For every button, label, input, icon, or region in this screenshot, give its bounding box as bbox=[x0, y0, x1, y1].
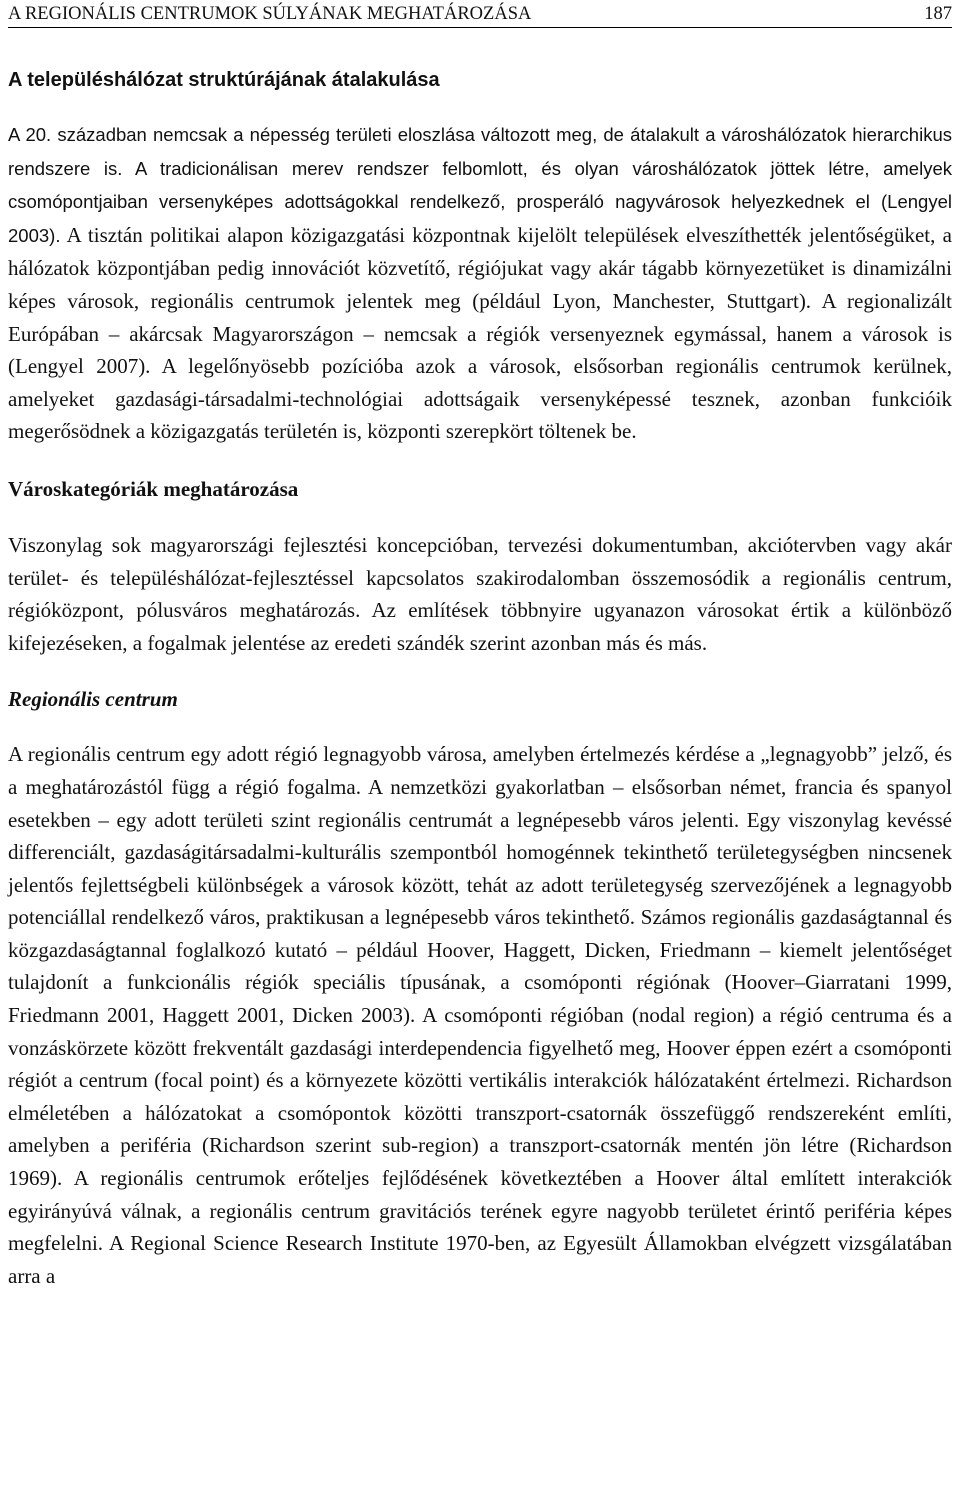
page-number: 187 bbox=[924, 4, 952, 24]
section-heading-settlement-network: A településhálózat struktúrájának átalakulása bbox=[8, 69, 440, 91]
running-header-title: A REGIONÁLIS CENTRUMOK SÚLYÁNAK MEGHATÁROZÁSA bbox=[8, 4, 532, 24]
document-page bbox=[8, 0, 952, 1292]
paragraph-sans-run: A 20. században nemcsak a népesség területi eloszlása változott meg, de átalakult a városhálózatok hierarchikus rendszere is. A tradicionálisan merev rendszer felbomlott, és olyan városhálózatok jöttek létre, amelyek csomópontjaiban versenyképes adottságokkal rendelkező, prosperáló nagyvárosok helyezkednek el (Lengyel 2003). bbox=[8, 124, 952, 246]
paragraph-serif-run: A tisztán politikai alapon közigazgatási központnak kijelölt települések elveszíthették jelentőségüket, a hálózatok központjában pedig innovációt közvetítő, régiójukat vagy akár tágabb környezetüket is dinamizálni képes városok, regionális centrumok jelentek meg (például Lyon, Manchester, Stuttgart). A regionalizált Európában – akárcsak Magyarországon – nemcsak a régiók versenyeznek egymással, hanem a városok is (Lengyel 2007). A legelőnyösebb pozícióba azok a városok, elsősorban regionális centrumok kerülnek, amelyeket gazdasági-társadalmi-technológiai adottságaik versenyképessé tesznek, azonban funkcióik megerősödnek a közigazgatás területén is, központi szerepkört töltenek be. bbox=[8, 222, 952, 444]
paragraph-city-categories: Viszonylag sok magyarországi fejlesztési koncepcióban, tervezési dokumentumban, akciótervben vagy akár terület- és településhálózat-fejlesztéssel kapcsolatos szakirodalomban összemosódik a regionális centrum, régióközpont, pólusváros meghatározás. Az említések többnyire ugyanazon városokat értik a különböző kifejezéseken, a fogalmak jelentése az eredeti szándék szerint azonban más és más. bbox=[8, 532, 952, 655]
running-header bbox=[8, 0, 952, 28]
subsection-heading-regional-centre: Regionális centrum bbox=[8, 687, 178, 712]
paragraph-regional-centre: A regionális centrum egy adott régió legnagyobb városa, amelyben értelmezés kérdése a „legnagyobb” jelző, és a meghatározástól függ a régió fogalma. A nemzetközi gyakorlatban – elsősorban német, francia és spanyol esetekben – egy adott területi szint regionális centrumát a legnépesebb város jelenti. Egy viszonylag kevéssé differenciált, gazdaságitársadalmi-kulturális szempontból homogénnek tekinthető területegységben nincsenek jelentős fejlettségbeli különbségek a városok között, tehát az adott területegység szervezőjének a legnagyobb potenciállal rendelkező város, praktikusan a legnépesebb város tekinthető. Számos regionális gazdaságtannal és közgazdaságtannal foglalkozó kutató – például Hoover, Haggett, Dicken, Friedmann – kiemelt jelentőséget tulajdonít a funkcionális régiók speciális típusának, a csomóponti régiónak (Hoover–Giarratani 1999, Friedmann 2001, Haggett 2001, Dicken 2003). A csomóponti régióban (nodal region) a régió centruma és a vonzáskörzete között frekventált gazdasági interdependencia figyelhető meg, Hoover éppen ezért a csomóponti régiót a centrum (focal point) és a környezete közötti vertikális interakciók hálózataként értelmezi. Richardson elméletében a hálózatokat a csomópontok közötti transzport-csatornák összefüggő rendszereként említi, amelyben a periféria (Richardson szerint sub-region) a transzport-csatornák mentén jön létre (Richardson 1969). A regionális centrumok erőteljes fejlődésének következtében a Hoover által említett interakciók egyirányúvá válnak, a regionális centrum gravitációs terének egyre nagyobb területet érintő periféria képes megfelelni. A Regional Science Research Institute 1970-ben, az Egyesült Államokban elvégzett vizsgálatában arra a bbox=[8, 742, 952, 1288]
section-heading-city-categories: Városkategóriák meghatározása bbox=[8, 476, 299, 501]
paragraph-network-transformation bbox=[8, 118, 952, 448]
